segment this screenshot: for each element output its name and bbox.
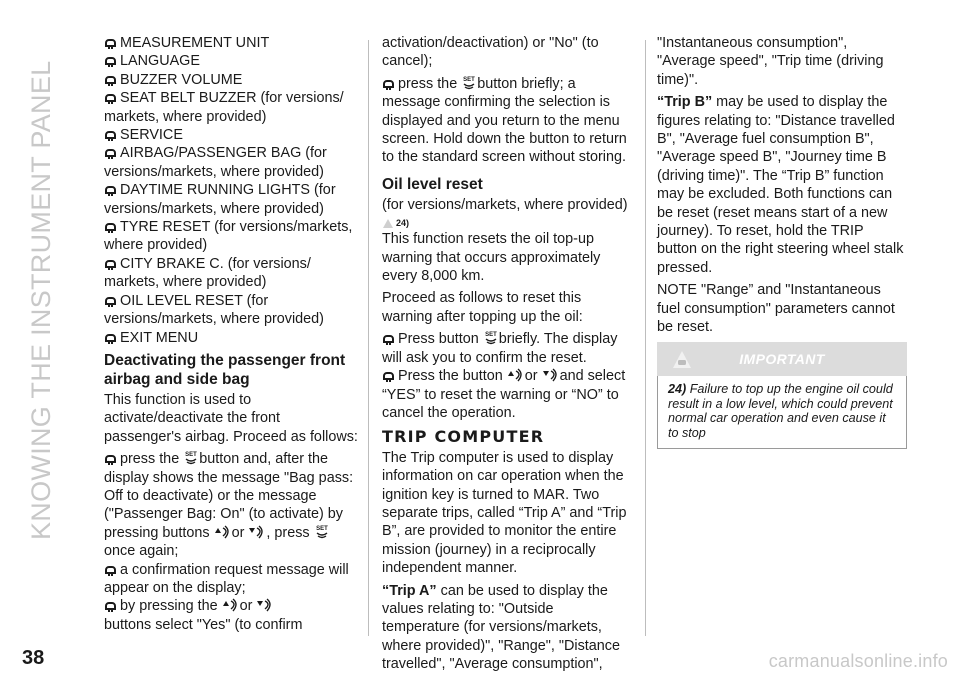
car-bullet-icon <box>105 260 116 268</box>
paragraph: (for versions/markets, where provided) <box>382 196 628 213</box>
svg-text:SET: SET <box>484 332 497 339</box>
menu-item: OIL LEVEL RESET (for versions/markets, where provided) <box>104 292 324 328</box>
trip-b-label: “Trip B” <box>657 94 713 111</box>
up-button-icon <box>223 597 239 613</box>
car-bullet-icon <box>105 39 116 47</box>
up-button-icon <box>215 524 231 540</box>
section-heading-oil: Oil level reset <box>382 175 483 193</box>
car-bullet-icon <box>105 566 116 574</box>
column-2 <box>382 34 632 678</box>
menu-item: DAYTIME RUNNING LIGHTS (for versions/markets, where provided) <box>104 182 336 217</box>
important-body <box>657 376 907 449</box>
warning-car-icon <box>671 348 693 370</box>
car-bullet-icon <box>383 80 394 88</box>
step-item: a confirmation request message will appear on the display; <box>104 561 349 596</box>
car-bullet-icon <box>105 223 116 231</box>
warning-car-icon <box>382 218 394 230</box>
paragraph: "Instantaneous consumption", "Average speed", "Trip time (driving time)". <box>657 35 884 88</box>
set-button-icon <box>184 450 198 466</box>
menu-item: TYRE RESET (for versions/markets, where provided) <box>104 219 353 254</box>
menu-item: CITY BRAKE C. (for versions/ markets, where provided) <box>104 255 311 291</box>
column-divider <box>368 40 369 636</box>
menu-item: SEAT BELT BUZZER (for versions/ markets, where provided) <box>104 90 344 125</box>
step-item: press the SET button and, after the display shows the message "Bag pass: Off to deactivate) or the message ("Passenger Bag: On" (to activate) by pressing buttons or , press SET once again; <box>104 451 354 560</box>
set-button-icon <box>315 524 329 540</box>
menu-item: MEASUREMENT UNIT <box>104 34 360 52</box>
paragraph: Proceed as follows to reset this warning after topping up the oil: <box>382 290 583 325</box>
down-button-icon <box>257 597 273 613</box>
menu-item: BUZZER VOLUME <box>104 71 360 89</box>
car-bullet-icon <box>105 297 116 305</box>
page-number: 38 <box>22 647 45 669</box>
car-bullet-icon <box>105 186 116 194</box>
side-title: KNOWING THE INSTRUMENT PANEL <box>26 60 56 540</box>
down-button-icon <box>543 367 559 383</box>
menu-item: LANGUAGE <box>104 52 360 70</box>
note-paragraph: NOTE "Range” and "Instantaneous fuel consumption" parameters cannot be reset. <box>657 282 895 336</box>
paragraph: The Trip computer is used to display information on car operation when the ignition key is turned to MAR. Two separate trips, called “Trip A” and “Trip B”, are provided to monitor the entire mission (journey) in a reciprocally independent manner. <box>382 449 627 577</box>
important-box <box>657 342 907 449</box>
menu-item: AIRBAG/PASSENGER BAG (for versions/markets, where provided) <box>104 145 327 180</box>
section-heading-trip-computer: TRIP COMPUTER <box>382 427 545 447</box>
paragraph: activation/deactivation) or "No" (to cancel); <box>382 35 599 70</box>
important-text: Failure to top up the engine oil could result in a low level, which could prevent normal car operation and even cause it to stop <box>668 382 893 440</box>
important-ref: 24) <box>668 382 687 396</box>
section-heading-airbag: Deactivating the passenger front airbag and side bag <box>104 351 346 388</box>
car-bullet-icon <box>383 372 394 380</box>
down-button-icon <box>249 524 265 540</box>
svg-text:SET: SET <box>315 525 328 532</box>
car-bullet-icon <box>105 131 116 139</box>
car-bullet-icon <box>383 335 394 343</box>
car-bullet-icon <box>105 57 116 65</box>
step-item: by pressing the or buttons select "Yes" (to confirm <box>104 598 303 633</box>
svg-text:SET: SET <box>463 76 476 83</box>
svg-text:SET: SET <box>185 452 198 459</box>
up-button-icon <box>508 367 524 383</box>
car-bullet-icon <box>105 149 116 157</box>
column-3 <box>657 34 907 341</box>
paragraph: This function is used to activate/deactivate the front passenger's airbag. Proceed as follows: <box>104 391 358 445</box>
car-bullet-icon <box>105 602 116 610</box>
column-1 <box>104 34 360 634</box>
paragraph: This function resets the oil top-up warning that occurs approximately every 8,000 km. <box>382 231 601 285</box>
column-divider <box>645 40 646 636</box>
menu-item: EXIT MENU <box>104 329 360 347</box>
menu-item: SERVICE <box>104 126 360 144</box>
set-button-icon <box>462 75 476 91</box>
paragraph: “Trip A” can be used to display the values relating to: "Outside temperature (for versions/markets, where provided)", "Range", "Distance travelled", "Average consumption", <box>382 582 621 673</box>
trip-a-label: “Trip A” <box>382 582 437 599</box>
step-item: Press button SET briefly. The display will ask you to confirm the reset. <box>382 331 618 366</box>
car-bullet-icon <box>105 334 116 342</box>
car-bullet-icon <box>105 76 116 84</box>
step-item: press the SET button briefly; a message confirming the selection is displayed and you return to the menu screen. Hold down the button to return to the standard screen without storing. <box>382 75 627 166</box>
set-button-icon <box>484 330 498 346</box>
car-bullet-icon <box>105 94 116 102</box>
watermark: carmanualsonline.info <box>768 651 948 671</box>
warning-ref: 24) <box>382 214 632 230</box>
important-title: IMPORTANT <box>739 351 825 367</box>
paragraph: “Trip B” may be used to display the figures relating to: "Distance travelled B", "Average fuel consumption B", "Average speed B", "Journey time B (driving time)". The “Trip B” function may be excluded. Both functions can be reset (reset means start of a new journey). To reset, hold the TRIP button on the right steering wheel stalk pressed. <box>657 94 904 276</box>
step-item: Press the button or and select “YES” to reset the warning or “NO” to cancel the operation. <box>382 368 626 421</box>
important-header <box>657 342 907 376</box>
car-bullet-icon <box>105 455 116 463</box>
